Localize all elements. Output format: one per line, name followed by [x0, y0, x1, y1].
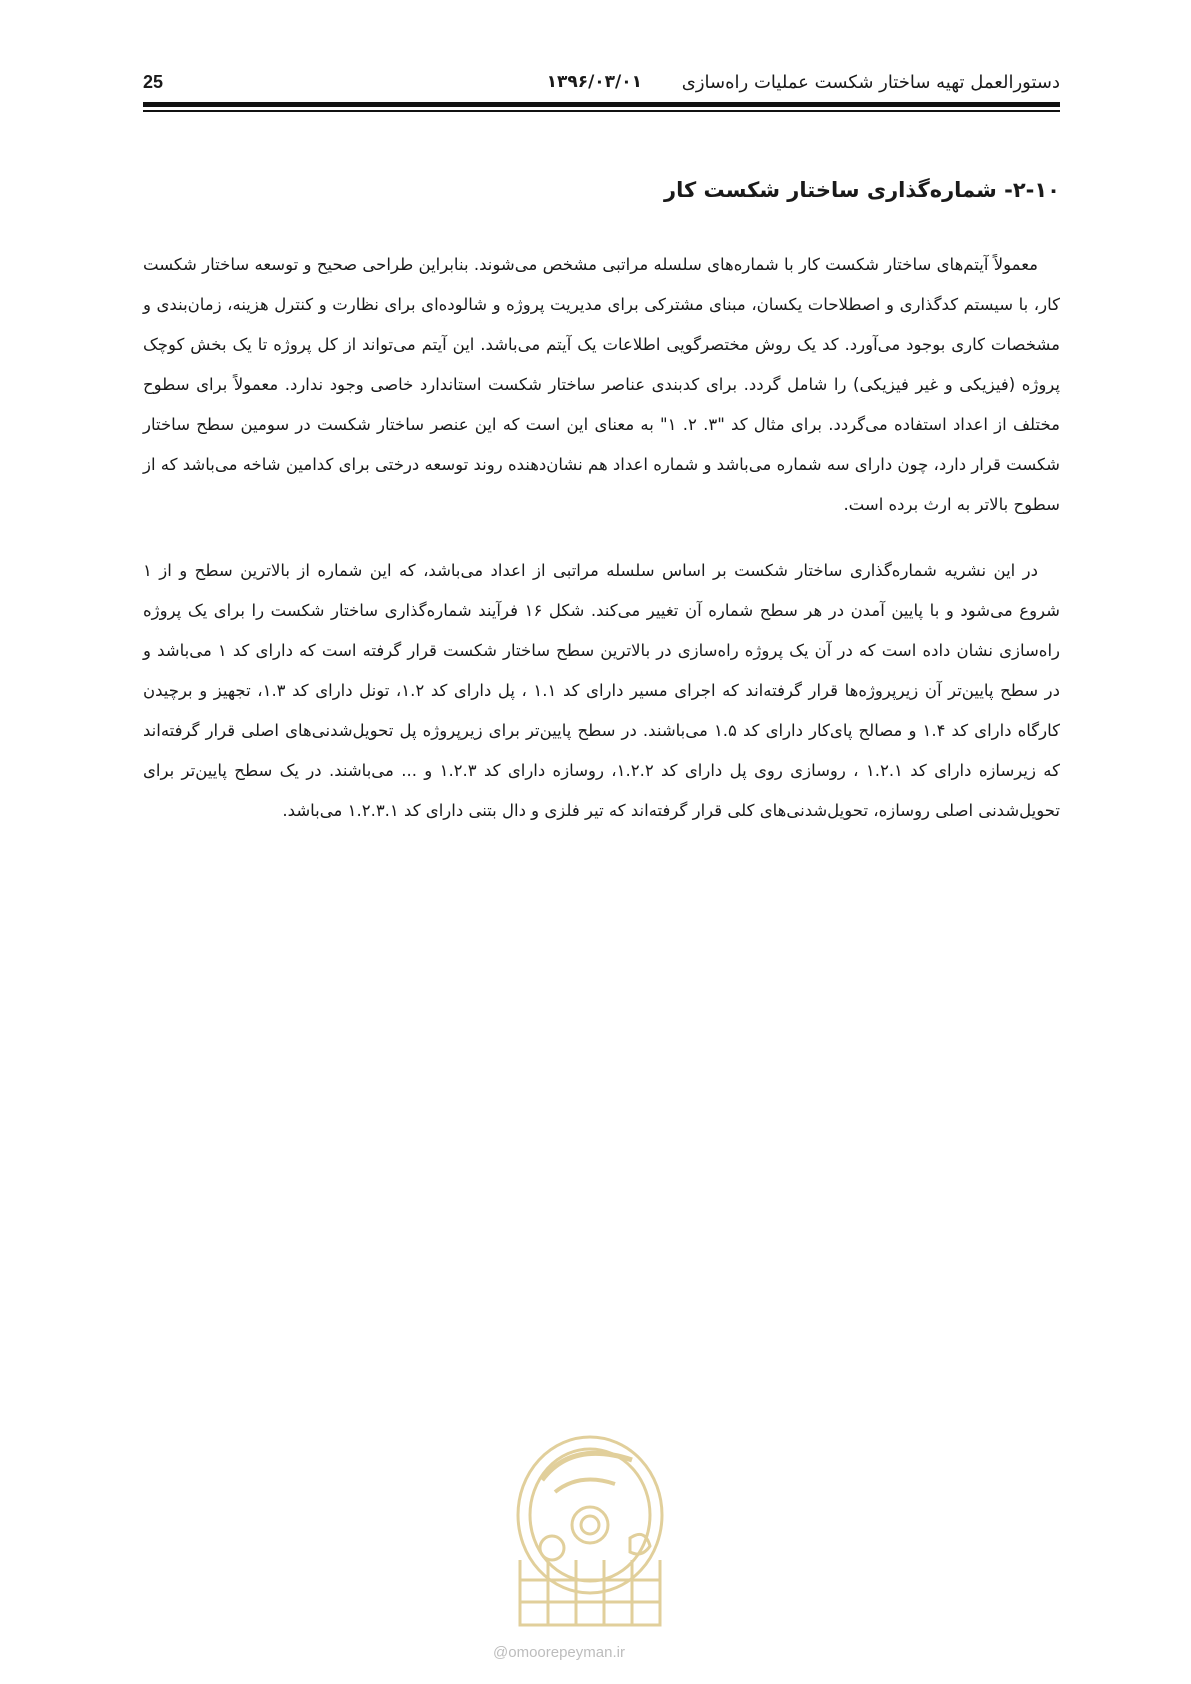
watermark-url: @omoorepeyman.ir	[493, 1644, 625, 1661]
paragraph-2: در این نشریه شماره‌گذاری ساختار شکست بر اساس سلسله مراتبی از اعداد می‌باشد، که این شماره از بالاترین سطح و از ۱ شروع می‌شود و با پایین آمدن در هر سطح شماره آن تغییر می‌کند. شکل ۱۶ فرآیند شماره‌گذاری ساختار شکست را برای یک پروژه راه‌سازی نشان داده است که در آن یک پروژه راه‌سازی در بالاترین سطح ساختار شکست قرار گرفته است که دارای کد ۱ می‌باشد و در سطح پایین‌تر آن زیرپروژه‌ها قرار گرفته‌اند که اجرای مسیر دارای کد ۱.۱ ، پل دارای کد ۱.۲، تونل دارای کد ۱.۳، تجهیز و برچیدن کارگاه دارای کد ۱.۴ و مصالح پای‌کار دارای کد ۱.۵ می‌باشند. در سطح پایین‌تر برای زیرپروژه پل تحویل‌شدنی‌های اصلی قرار گرفته‌اند که زیرسازه دارای کد ۱.۲.۱ ، روسازی روی پل دارای کد ۱.۲.۲، روسازه دارای کد ۱.۲.۳ و ... می‌باشند. در یک سطح پایین‌تر برای تحویل‌شدنی اصلی روسازه، تحویل‌شدنی‌های کلی قرار گرفته‌اند که تیر فلزی و دال بتنی دارای کد ۱.۲.۳.۱ می‌باشد.	[143, 561, 1061, 820]
header-rule-thick	[143, 102, 1060, 107]
document-title: دستورالعمل تهیه ساختار شکست عملیات راه‌سازی	[681, 72, 1060, 93]
paragraph-1: معمولاً آیتم‌های ساختار شکست کار با شماره‌های سلسله مراتبی مشخص می‌شوند. بنابراین طراحی صحیح و توسعه ساختار شکست کار، با سیستم کدگذاری و اصطلاحات یکسان، مبنای مشترکی برای مدیریت پروژه و شالوده‌ای برای نظارت و کنترل هزینه، زمان‌بندی و مشخصات کاری بوجود می‌آورد. کد یک روش مختصرگویی اطلاعات یک آیتم می‌باشد. این آیتم می‌تواند از کل پروژه تا یک بخش کوچک پروژه (فیزیکی و غیر فیزیکی) را شامل گردد. برای کدبندی عناصر ساختار شکست استاندارد خاصی وجود ندارد. معمولاً برای سطوح مختلف از اعداد استفاده می‌گردد. برای مثال کد "۳. ۲. ۱" به معنای این است که این عنصر ساختار شکست در سومین سطح ساختار شکست قرار دارد، چون دارای سه شماره می‌باشد و شماره اعداد هم نشان‌دهنده روند توسعه درختی برای کدامین شاخه می‌باشد که از سطوح بالاتر به ارث برده است.	[143, 255, 1060, 514]
watermark-seal-icon	[480, 1420, 700, 1635]
header-rule-thin	[143, 110, 1060, 112]
document-date: ۱۳۹۶/۰۳/۰۱	[546, 72, 642, 92]
watermark-logo	[480, 1420, 700, 1635]
page-header	[143, 62, 1060, 102]
section-heading: ۲-۱۰- شماره‌گذاری ساختار شکست کار	[664, 178, 1060, 202]
page-number: 25	[143, 72, 164, 92]
page-content	[143, 165, 1060, 857]
